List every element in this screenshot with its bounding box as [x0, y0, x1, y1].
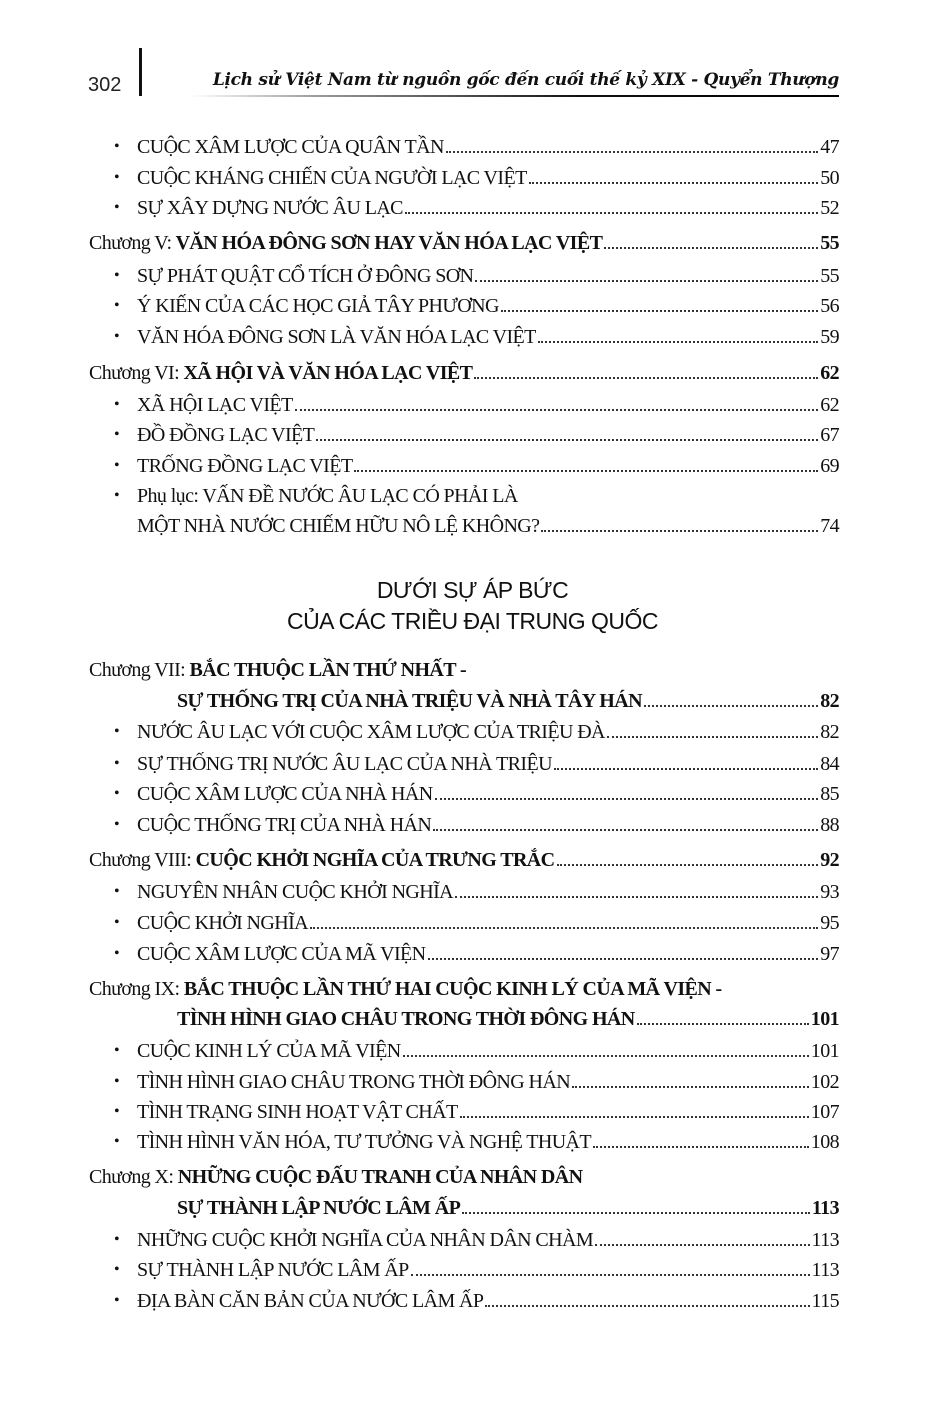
- chapter-title: BẮC THUỘC LẦN THỨ NHẤT -: [189, 659, 467, 681]
- entry-title: [89, 228, 602, 258]
- bullet-icon: •: [114, 1073, 120, 1090]
- toc-line: [0, 1067, 945, 1097]
- toc-line: [0, 132, 945, 162]
- page-ref: 55: [819, 228, 839, 258]
- toc-line: [0, 845, 945, 875]
- entry-title: SỰ THÀNH LẬP NƯỚC LÂM ẤP: [137, 1259, 409, 1281]
- dot-leader: [529, 182, 818, 184]
- dot-leader: [403, 1055, 809, 1057]
- dot-leader: [485, 1305, 810, 1307]
- dot-leader: [474, 377, 818, 379]
- header-rule: [190, 95, 839, 97]
- page-ref: 107: [810, 1097, 839, 1127]
- bullet-icon: •: [114, 755, 120, 772]
- dot-leader: [604, 247, 818, 249]
- page-ref: 92: [819, 845, 839, 875]
- toc-line: [0, 358, 945, 388]
- toc-line: [0, 390, 945, 420]
- toc-line: [0, 655, 945, 685]
- toc-line: [0, 1097, 945, 1127]
- dot-leader: [595, 1244, 810, 1246]
- dot-leader: [460, 1116, 809, 1118]
- entry-title: [89, 1162, 582, 1192]
- toc-line: [0, 939, 945, 969]
- entry-title: CUỘC KHỞI NGHĨA: [137, 912, 308, 934]
- entry-title: Phụ lục: VẤN ĐỀ NƯỚC ÂU LẠC CÓ PHẢI LÀ: [137, 485, 518, 507]
- chapter-title: XÃ HỘI VÀ VĂN HÓA LẠC VIỆT: [183, 362, 473, 384]
- bullet-icon: •: [114, 914, 120, 931]
- page-ref: 59: [819, 322, 839, 352]
- bullet-icon: •: [114, 426, 120, 443]
- dot-leader: [295, 409, 818, 411]
- dot-leader: [637, 1023, 809, 1025]
- chapter-title: VĂN HÓA ĐÔNG SƠN HAY VĂN HÓA LẠC VIỆT: [175, 232, 603, 254]
- entry-title: SỰ XÂY DỰNG NƯỚC ÂU LẠC: [137, 197, 403, 219]
- dot-leader: [538, 341, 818, 343]
- entry-title: CUỘC XÂM LƯỢC CỦA QUÂN TẦN: [137, 136, 444, 158]
- page-ref: 113: [811, 1225, 839, 1255]
- bullet-icon: •: [114, 785, 120, 802]
- toc-line: [0, 451, 945, 481]
- dot-leader: [435, 798, 818, 800]
- page-ref: 113: [811, 1193, 839, 1223]
- toc-line: [0, 193, 945, 223]
- toc-line: [0, 511, 945, 541]
- page-ref: 67: [819, 420, 839, 450]
- dot-leader: [405, 212, 818, 214]
- toc-line: [0, 481, 945, 511]
- dot-leader: [411, 1274, 810, 1276]
- page-ref: 95: [819, 908, 839, 938]
- bullet-icon: •: [114, 723, 120, 740]
- entry-title: CUỘC XÂM LƯỢC CỦA NHÀ HÁN: [137, 783, 433, 805]
- entry-title: [89, 655, 466, 685]
- page-ref: 82: [819, 686, 839, 716]
- dot-leader: [316, 439, 818, 441]
- toc-line: [0, 686, 945, 716]
- dot-leader: [462, 1212, 810, 1214]
- bullet-icon: •: [114, 457, 120, 474]
- bullet-icon: •: [114, 816, 120, 833]
- entry-title: ĐỊA BÀN CĂN BẢN CỦA NƯỚC LÂM ẤP: [137, 1290, 484, 1312]
- entry-title: [89, 845, 555, 875]
- entry-title: SỰ PHÁT QUẬT CỔ TÍCH Ở ĐÔNG SƠN: [137, 265, 474, 287]
- toc-line: [0, 1036, 945, 1066]
- toc-line: [0, 291, 945, 321]
- toc-line: [0, 974, 945, 1004]
- section-heading-line-1: DƯỚI SỰ ÁP BỨC: [376, 577, 569, 603]
- chapter-number: Chương IX:: [89, 978, 180, 1000]
- toc-line: [0, 163, 945, 193]
- bullet-icon: •: [114, 1231, 120, 1248]
- chapter-number: Chương VIII:: [89, 849, 192, 871]
- page-ref: 113: [811, 1255, 839, 1285]
- bullet-icon: •: [114, 396, 120, 413]
- chapter-title: CUỘC KHỞI NGHĨA CỦA TRƯNG TRẮC: [195, 849, 555, 871]
- bullet-icon: •: [114, 1133, 120, 1150]
- bullet-icon: •: [114, 1042, 120, 1059]
- page-ref: 101: [810, 1036, 839, 1066]
- page-ref: 115: [811, 1286, 839, 1316]
- toc-line: [0, 779, 945, 809]
- dot-leader: [541, 530, 818, 532]
- bullet-icon: •: [114, 138, 120, 155]
- toc-line: [0, 1225, 945, 1255]
- page-ref: 69: [819, 451, 839, 481]
- entry-title: [89, 358, 472, 388]
- dot-leader: [310, 927, 818, 929]
- entry-title: TÌNH HÌNH VĂN HÓA, TƯ TƯỞNG VÀ NGHỆ THUẬT: [137, 1131, 592, 1153]
- dot-leader: [354, 470, 818, 472]
- chapter-number: Chương V:: [89, 232, 172, 254]
- page-ref: 84: [819, 749, 839, 779]
- entry-title: [89, 974, 722, 1004]
- dot-leader: [607, 736, 818, 738]
- page-ref: 56: [819, 291, 839, 321]
- page-ref: 62: [819, 390, 839, 420]
- bullet-icon: •: [114, 1292, 120, 1309]
- toc-line: [0, 1127, 945, 1157]
- page-ref: 101: [810, 1004, 839, 1034]
- page-ref: 82: [819, 717, 839, 747]
- entry-title: XÃ HỘI LẠC VIỆT: [137, 394, 293, 416]
- dot-leader: [475, 280, 818, 282]
- chapter-title: NHỮNG CUỘC ĐẤU TRANH CỦA NHÂN DÂN: [177, 1166, 583, 1188]
- toc-line: [0, 717, 945, 747]
- page-ref: 47: [819, 132, 839, 162]
- dot-leader: [455, 896, 818, 898]
- bullet-icon: •: [114, 169, 120, 186]
- dot-leader: [644, 705, 818, 707]
- bullet-icon: •: [114, 945, 120, 962]
- bullet-icon: •: [114, 267, 120, 284]
- toc-line: [0, 1004, 945, 1034]
- book-title: Lịch sử Việt Nam từ nguồn gốc đến cuối thế kỷ XIX - Quyển Thượng: [212, 70, 839, 90]
- dot-leader: [557, 864, 818, 866]
- bullet-icon: •: [114, 199, 120, 216]
- dot-leader: [554, 768, 818, 770]
- toc-line: [0, 322, 945, 352]
- entry-title: SỰ THÀNH LẬP NƯỚC LÂM ẤP: [177, 1197, 461, 1219]
- bullet-icon: •: [114, 487, 120, 504]
- entry-title: CUỘC KHÁNG CHIẾN CỦA NGƯỜI LẠC VIỆT: [137, 167, 527, 189]
- bullet-icon: •: [114, 328, 120, 345]
- toc-line: [0, 1286, 945, 1316]
- page-number: 302: [88, 74, 122, 96]
- toc-line: [0, 228, 945, 258]
- dot-leader: [433, 829, 818, 831]
- entry-title: CUỘC THỐNG TRỊ CỦA NHÀ HÁN: [137, 814, 432, 836]
- section-heading-line-2: CỦA CÁC TRIỀU ĐẠI TRUNG QUỐC: [286, 608, 659, 634]
- toc-line: [0, 1162, 945, 1192]
- entry-title: TÌNH HÌNH GIAO CHÂU TRONG THỜI ĐÔNG HÁN: [137, 1071, 571, 1093]
- toc-line: [0, 261, 945, 291]
- bullet-icon: •: [114, 1103, 120, 1120]
- toc-line: [0, 908, 945, 938]
- dot-leader: [501, 310, 818, 312]
- dot-leader: [428, 958, 818, 960]
- toc-line: [0, 877, 945, 907]
- page-ref: 50: [819, 163, 839, 193]
- chapter-title: BẮC THUỘC LẦN THỨ HAI CUỘC KINH LÝ CỦA MÃ VIỆN -: [183, 978, 722, 1000]
- entry-title: TRỐNG ĐỒNG LẠC VIỆT: [137, 455, 353, 477]
- entry-title: Ý KIẾN CỦA CÁC HỌC GIẢ TÂY PHƯƠNG: [137, 295, 499, 317]
- page-ref: 62: [819, 358, 839, 388]
- chapter-number: Chương X:: [89, 1166, 174, 1188]
- page-ref: 108: [810, 1127, 839, 1157]
- page-ref: 85: [819, 779, 839, 809]
- chapter-number: Chương VII:: [89, 659, 186, 681]
- page-ref: 74: [819, 511, 839, 541]
- entry-title: SỰ THỐNG TRỊ NƯỚC ÂU LẠC CỦA NHÀ TRIỆU: [137, 753, 552, 775]
- bullet-icon: •: [114, 1261, 120, 1278]
- page-ref: 88: [819, 810, 839, 840]
- entry-title: MỘT NHÀ NƯỚC CHIẾM HỮU NÔ LỆ KHÔNG?: [137, 515, 540, 537]
- entry-title: NHỮNG CUỘC KHỞI NGHĨA CỦA NHÂN DÂN CHÀM: [137, 1229, 594, 1251]
- page-ref: 93: [819, 877, 839, 907]
- entry-title: VĂN HÓA ĐÔNG SƠN LÀ VĂN HÓA LẠC VIỆT: [137, 326, 536, 348]
- page-ref: 97: [819, 939, 839, 969]
- entry-title: TÌNH TRẠNG SINH HOẠT VẬT CHẤT: [137, 1101, 458, 1123]
- entry-title: CUỘC XÂM LƯỢC CỦA MÃ VIỆN: [137, 943, 426, 965]
- toc-line: [0, 810, 945, 840]
- entry-title: NƯỚC ÂU LẠC VỚI CUỘC XÂM LƯỢC CỦA TRIỆU ĐÀ: [137, 721, 605, 743]
- page-ref: 102: [810, 1067, 839, 1097]
- header-divider: [139, 48, 142, 96]
- toc-line: [0, 420, 945, 450]
- dot-leader: [593, 1146, 809, 1148]
- bullet-icon: •: [114, 297, 120, 314]
- toc-line: [0, 1255, 945, 1285]
- entry-title: CUỘC KINH LÝ CỦA MÃ VIỆN: [137, 1040, 401, 1062]
- chapter-number: Chương VI:: [89, 362, 180, 384]
- entry-title: TÌNH HÌNH GIAO CHÂU TRONG THỜI ĐÔNG HÁN: [177, 1008, 635, 1030]
- entry-title: ĐỒ ĐỒNG LẠC VIỆT: [137, 424, 315, 446]
- bullet-icon: •: [114, 883, 120, 900]
- page-ref: 55: [819, 261, 839, 291]
- toc-line: [0, 749, 945, 779]
- dot-leader: [446, 151, 818, 153]
- toc-line: [0, 1193, 945, 1223]
- entry-title: SỰ THỐNG TRỊ CỦA NHÀ TRIỆU VÀ NHÀ TÂY HÁN: [177, 690, 642, 712]
- entry-title: NGUYÊN NHÂN CUỘC KHỞI NGHĨA: [137, 881, 453, 903]
- page-ref: 52: [819, 193, 839, 223]
- dot-leader: [572, 1086, 809, 1088]
